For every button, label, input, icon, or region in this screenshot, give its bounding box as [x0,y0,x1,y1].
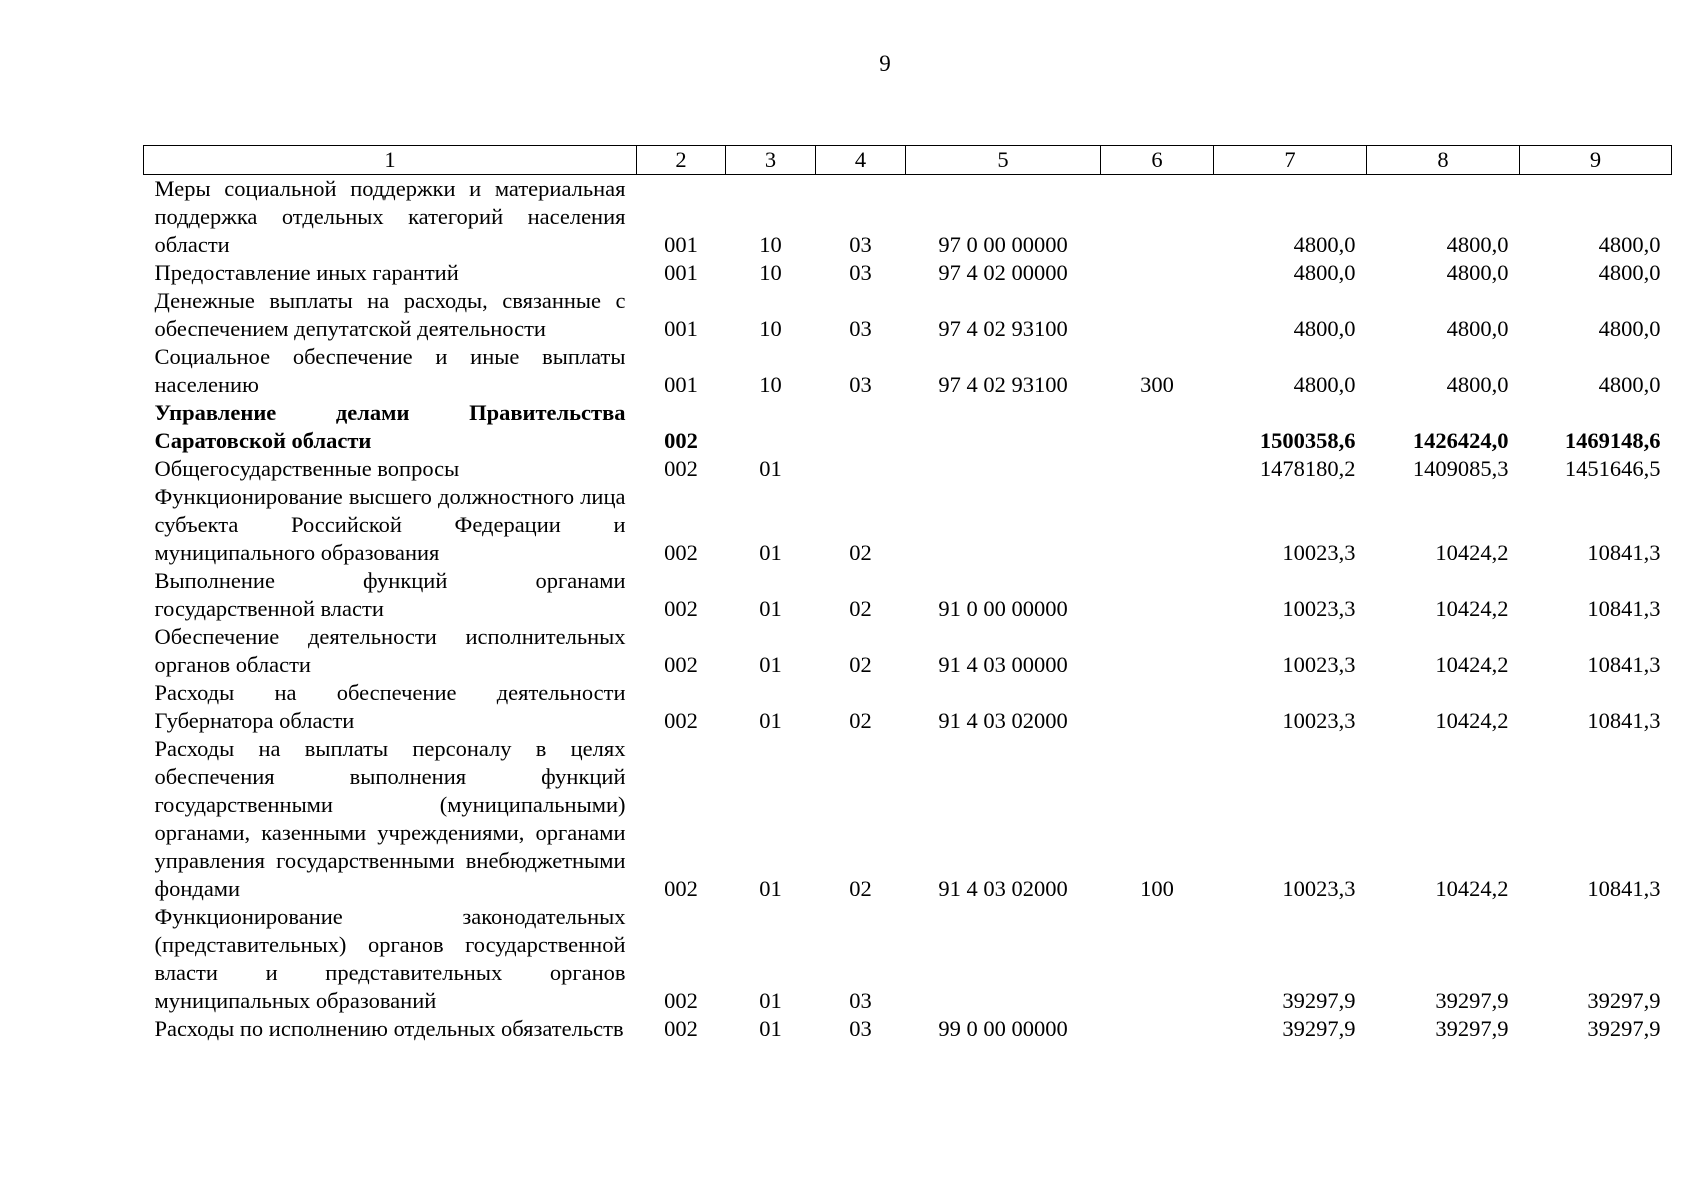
amount-cell-col7: 10023,3 [1282,876,1356,901]
subsection-code-cell: 02 [849,596,872,621]
department-code-cell: 002 [664,708,698,733]
expense-type-code-cell [1101,483,1214,567]
expense-type-code-cell [1101,903,1214,1015]
target-article-code-cell: 97 4 02 93100 [938,372,1068,397]
amount-cell-col7: 10023,3 [1282,540,1356,565]
amount-cell-col9: 10841,3 [1587,652,1661,677]
subsection-code-cell: 03 [849,232,872,257]
expense-type-code-cell [1101,567,1214,623]
column-header-8: 8 [1367,146,1520,175]
amount-cell-col9: 1469148,6 [1564,428,1661,453]
amount-cell-col8: 4800,0 [1446,372,1509,397]
table-row [144,567,1672,623]
amount-cell-col7: 39297,9 [1282,1016,1356,1041]
target-article-code-cell: 97 4 02 93100 [938,316,1068,341]
section-code-cell: 01 [759,456,782,481]
department-code-cell: 002 [664,1016,698,1041]
department-code-cell: 002 [664,540,698,565]
subsection-code-cell: 03 [849,316,872,341]
section-code-cell: 01 [759,708,782,733]
section-code-cell: 01 [759,988,782,1013]
table-body [144,175,1672,1044]
amount-cell-col7: 4800,0 [1293,316,1356,341]
target-article-code-cell: 91 4 03 02000 [938,876,1068,901]
amount-cell-col9: 1451646,5 [1564,456,1661,481]
section-code-cell: 01 [759,1016,782,1041]
item-name-cell: Меры социальной поддержки и материальная поддержка отдельных категорий населения области [154,176,626,257]
table-row [144,287,1672,343]
item-name-cell: Обеспечение деятельности исполнительных органов области [154,624,626,677]
amount-cell-col7: 1500358,6 [1259,428,1356,453]
subsection-code-cell: 03 [849,372,872,397]
column-header-4: 4 [816,146,906,175]
amount-cell-col7: 4800,0 [1293,260,1356,285]
item-name-cell: Денежные выплаты на расходы, связанные с обеспечением депутатской деятельности [154,288,626,341]
department-code-cell: 002 [664,596,698,621]
item-name-cell: Выполнение функций органами государственной власти [154,568,626,621]
section-code-cell: 01 [759,540,782,565]
amount-cell-col7: 4800,0 [1293,372,1356,397]
table-row [144,679,1672,735]
department-code-cell: 002 [664,652,698,677]
department-code-cell: 002 [664,988,698,1013]
item-name-cell: Предоставление иных гарантий [154,260,459,285]
subsection-code-cell: 02 [849,876,872,901]
amount-cell-col8: 10424,2 [1435,708,1509,733]
subsection-code-cell: 02 [849,708,872,733]
amount-cell-col8: 4800,0 [1446,232,1509,257]
target-article-code-cell [906,483,1101,567]
target-article-code-cell: 91 0 00 00000 [938,596,1068,621]
amount-cell-col8: 10424,2 [1435,876,1509,901]
amount-cell-col8: 1426424,0 [1412,428,1509,453]
amount-cell-col8: 39297,9 [1435,988,1509,1013]
amount-cell-col7: 4800,0 [1293,232,1356,257]
table-row [144,399,1672,455]
target-article-code-cell: 97 4 02 00000 [938,260,1068,285]
table-row [144,623,1672,679]
amount-cell-col9: 4800,0 [1598,316,1661,341]
column-header-7: 7 [1214,146,1367,175]
column-header-5: 5 [906,146,1101,175]
subsection-code-cell [816,399,906,455]
section-code-cell: 10 [759,260,782,285]
table-row [144,343,1672,399]
expense-type-code-cell: 100 [1140,876,1174,901]
table-row [144,455,1672,483]
section-code-cell [726,399,816,455]
expense-type-code-cell [1101,455,1214,483]
amount-cell-col9: 39297,9 [1587,988,1661,1013]
section-code-cell: 10 [759,316,782,341]
subsection-code-cell: 03 [849,1016,872,1041]
amount-cell-col7: 10023,3 [1282,596,1356,621]
department-code-cell: 001 [664,372,698,397]
table-row [144,259,1672,287]
section-code-cell: 10 [759,372,782,397]
department-code-cell: 001 [664,232,698,257]
target-article-code-cell: 91 4 03 00000 [938,652,1068,677]
amount-cell-col9: 4800,0 [1598,232,1661,257]
column-header-1: 1 [144,146,637,175]
amount-cell-col9: 10841,3 [1587,876,1661,901]
amount-cell-col7: 10023,3 [1282,652,1356,677]
amount-cell-col9: 10841,3 [1587,540,1661,565]
item-name-cell: Функционирование высшего должностного лица субъекта Российской Федерации и муниципального образования [154,484,626,565]
department-code-cell: 002 [664,456,698,481]
item-name-cell: Управление делами Правительства Саратовской области [154,400,626,453]
item-name-cell: Социальное обеспечение и иные выплаты населению [154,344,626,397]
expense-type-code-cell [1101,1015,1214,1043]
amount-cell-col8: 10424,2 [1435,652,1509,677]
amount-cell-col7: 1478180,2 [1259,456,1356,481]
column-header-2: 2 [637,146,726,175]
department-code-cell: 002 [664,876,698,901]
amount-cell-col8: 10424,2 [1435,596,1509,621]
column-number-header [144,146,1672,175]
expense-type-code-cell [1101,623,1214,679]
amount-cell-col9: 39297,9 [1587,1016,1661,1041]
target-article-code-cell: 99 0 00 00000 [938,1016,1068,1041]
budget-table [143,145,1672,1043]
expense-type-code-cell [1101,287,1214,343]
amount-cell-col8: 4800,0 [1446,316,1509,341]
target-article-code-cell: 97 0 00 00000 [938,232,1068,257]
amount-cell-col9: 4800,0 [1598,372,1661,397]
subsection-code-cell: 03 [849,260,872,285]
department-code-cell: 001 [664,316,698,341]
amount-cell-col9: 10841,3 [1587,596,1661,621]
amount-cell-col7: 39297,9 [1282,988,1356,1013]
table-row [144,483,1672,567]
expense-type-code-cell [1101,175,1214,260]
amount-cell-col8: 1409085,3 [1412,456,1509,481]
target-article-code-cell [906,399,1101,455]
amount-cell-col8: 39297,9 [1435,1016,1509,1041]
department-code-cell: 001 [664,260,698,285]
table-row [144,1015,1672,1043]
expense-type-code-cell [1101,679,1214,735]
section-code-cell: 01 [759,876,782,901]
target-article-code-cell [906,903,1101,1015]
item-name-cell: Общегосударственные вопросы [154,456,460,481]
expense-type-code-cell [1101,259,1214,287]
column-header-6: 6 [1101,146,1214,175]
subsection-code-cell [816,455,906,483]
subsection-code-cell: 02 [849,652,872,677]
department-code-cell: 002 [664,428,698,453]
amount-cell-col9: 4800,0 [1598,260,1661,285]
item-name-cell: Расходы по исполнению отдельных обязательств [154,1016,624,1041]
amount-cell-col8: 4800,0 [1446,260,1509,285]
section-code-cell: 01 [759,596,782,621]
table-row [144,903,1672,1015]
amount-cell-col7: 10023,3 [1282,708,1356,733]
table-row [144,175,1672,260]
column-header-3: 3 [726,146,816,175]
expense-type-code-cell [1101,399,1214,455]
expense-type-code-cell: 300 [1140,372,1174,397]
target-article-code-cell: 91 4 03 02000 [938,708,1068,733]
target-article-code-cell [906,455,1101,483]
column-header-9: 9 [1520,146,1672,175]
amount-cell-col8: 10424,2 [1435,540,1509,565]
page-number: 9 [879,51,891,76]
section-code-cell: 10 [759,232,782,257]
amount-cell-col9: 10841,3 [1587,708,1661,733]
item-name-cell: Функционирование законодательных (представительных) органов государственной власти и представительных органов муниципальных образований [154,904,626,1013]
item-name-cell: Расходы на обеспечение деятельности Губернатора области [154,680,626,733]
subsection-code-cell: 02 [849,540,872,565]
table-row [144,735,1672,903]
subsection-code-cell: 03 [849,988,872,1013]
section-code-cell: 01 [759,652,782,677]
item-name-cell: Расходы на выплаты персоналу в целях обеспечения выполнения функций государственными (муниципальными) органами, казенными учреждениями, органами управления государственными внебюджетными фондами [154,736,626,901]
